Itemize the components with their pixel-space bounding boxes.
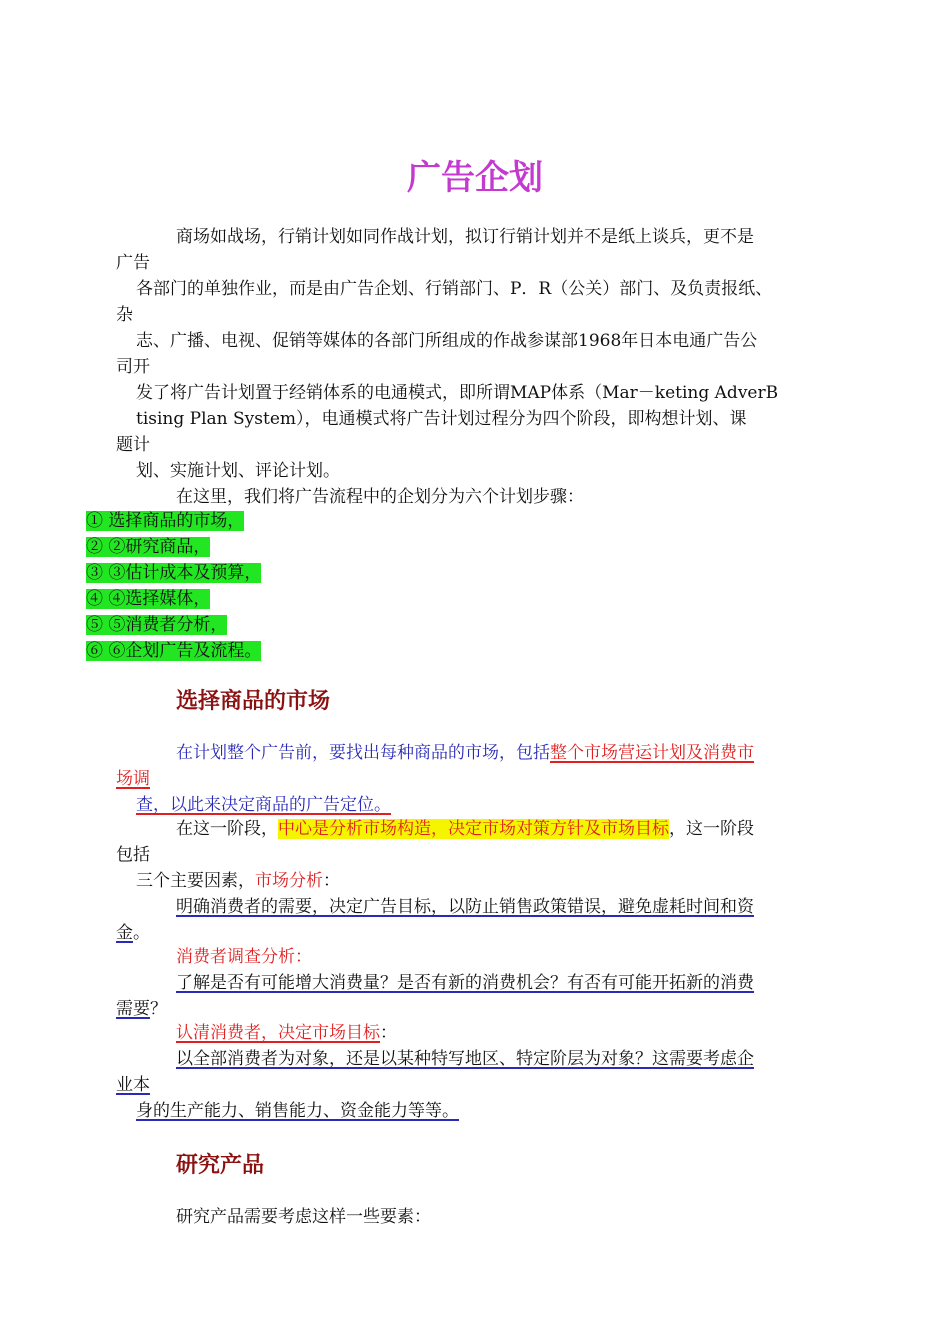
step-item — [86, 510, 244, 532]
s1-underlined-text: 了解是否有可能增大消费量？是否有新的消费机会？有否有可能开拓新的消费 — [176, 973, 754, 993]
step-text: ③ ③估计成本及预算， — [86, 563, 262, 583]
step-item — [86, 640, 261, 662]
s1-line-14 — [116, 1074, 150, 1096]
s1-red-text: 市场分析 — [255, 871, 323, 891]
intro-line-7: 发了将广告计划置于经销体系的电通模式，即所谓MAP体系（Mar－keting AdverB — [136, 383, 779, 403]
s1-text: ： — [380, 1023, 397, 1043]
s1-underlined-text: 整个市场营运计划及消费市 — [550, 743, 754, 763]
s1-line-4 — [176, 818, 754, 840]
s1-text: ，这一阶段 — [669, 819, 754, 839]
intro-line-10: 划、实施计划、评论计划。 — [136, 461, 340, 481]
s1-highlight-text: 中心是分析市场构造，决定市场对策方针及市场目标 — [278, 819, 669, 839]
s1-line-3 — [136, 794, 391, 816]
s1-line-6 — [136, 870, 340, 892]
s1-underlined-text: 以全部消费者为对象，还是以某种特写地区、特定阶层为对象？这需要考虑企 — [176, 1049, 754, 1069]
page-title: 广告企划 — [407, 158, 543, 198]
s1-underlined-text: 身的生产能力、销售能力、资金能力等等。 — [136, 1101, 459, 1121]
intro-line-9: 题计 — [116, 435, 150, 455]
s1-text: 在计划整个广告前，要找出每种商品的市场，包括 — [176, 743, 550, 763]
s1-line-15 — [136, 1100, 459, 1122]
section-heading-product: 研究产品 — [176, 1153, 265, 1178]
intro-line-5: 志、广播、电视、促销等媒体的各部门所组成的作战参谋部1968年日本电通广告公 — [136, 331, 758, 351]
s1-line-8 — [116, 922, 150, 944]
s1-line-13 — [176, 1048, 754, 1070]
intro-line-8: tising Plan System），电通模式将广告计划过程分为四个阶段，即构想计划、课 — [136, 409, 747, 429]
s1-text: 三个主要因素， — [136, 871, 255, 891]
s1-text: 。 — [133, 923, 150, 943]
intro-line-11: 在这里，我们将广告流程中的企划分为六个计划步骤： — [176, 487, 584, 507]
s1-text: ： — [323, 871, 340, 891]
s1-underlined-text: 业本 — [116, 1075, 150, 1095]
intro-line-3: 各部门的单独作业，而是由广告企划、行销部门、P．R（公关）部门、及负责报纸、 — [136, 279, 773, 299]
s1-line-10 — [176, 972, 754, 994]
step-item — [86, 614, 227, 636]
intro-line-6: 司开 — [116, 357, 150, 377]
section-heading-market: 选择商品的市场 — [176, 689, 331, 714]
s1-underlined-text: 金 — [116, 923, 133, 943]
intro-line-2: 广告 — [116, 253, 150, 273]
step-text: ⑤ ⑤消费者分析， — [86, 615, 228, 635]
s1-line-11 — [116, 998, 167, 1020]
s1-underlined-text: 明确消费者的需要，决定广告目标，以防止销售政策错误，避免虚耗时间和资 — [176, 897, 754, 917]
step-item — [86, 588, 210, 610]
s1-underlined-text: 场调 — [116, 769, 150, 789]
s1-underlined-text: 查，以此来决定商品的广告定位。 — [136, 795, 391, 815]
s1-line-12 — [176, 1022, 397, 1044]
step-item — [86, 536, 210, 558]
intro-line-4: 杂 — [116, 305, 133, 325]
step-text: ④ ④选择媒体， — [86, 589, 211, 609]
intro-line-1: 商场如战场，行销计划如同作战计划，拟订行销计划并不是纸上谈兵，更不是 — [176, 227, 754, 247]
s1-line-9: 消费者调查分析： — [176, 947, 312, 967]
s2-line-1: 研究产品需要考虑这样一些要素： — [176, 1207, 431, 1227]
step-text: ② ②研究商品， — [86, 537, 211, 557]
step-text: ⑥ ⑥企划广告及流程。 — [86, 641, 262, 661]
s1-text: 在这一阶段， — [176, 819, 278, 839]
step-item — [86, 562, 261, 584]
s1-line-2 — [116, 768, 150, 790]
s1-text: ？ — [150, 999, 167, 1019]
s1-underlined-text: 认清消费者，决定市场目标 — [176, 1023, 380, 1043]
s1-line-5: 包括 — [116, 845, 150, 865]
s1-line-7 — [176, 896, 754, 918]
step-text: ① 选择商品的市场， — [86, 511, 245, 531]
s1-underlined-text: 需要 — [116, 999, 150, 1019]
s1-line-1 — [176, 742, 754, 764]
